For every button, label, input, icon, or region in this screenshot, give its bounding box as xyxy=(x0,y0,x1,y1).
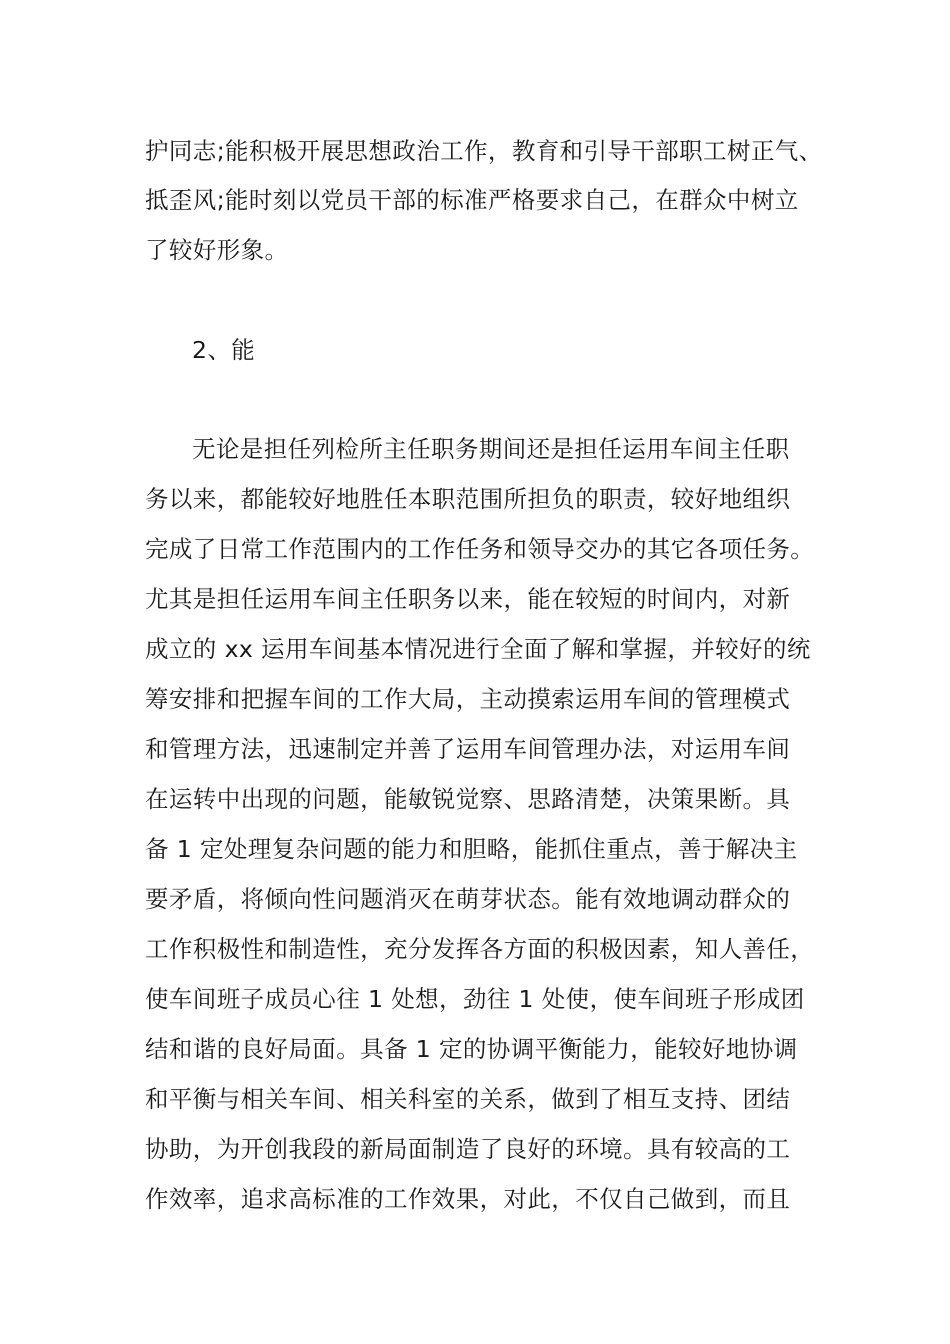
text-line: 结和谐的良好局面。具备 1 定的协调平衡能力，能较好地协调 xyxy=(145,1035,798,1063)
text-line: 了较好形象。 xyxy=(145,236,289,264)
section-heading: 2、能 xyxy=(192,336,256,364)
text-line: 工作积极性和制造性，充分发挥各方面的积极因素，知人善任， xyxy=(145,935,815,963)
text-line: 和平衡与相关车间、相关科室的关系，做到了相互支持、团结 xyxy=(145,1085,791,1113)
text-line: 完成了日常工作范围内的工作任务和领导交办的其它各项任务。 xyxy=(145,535,815,563)
text-line: 尤其是担任运用车间主任职务以来，能在较短的时间内，对新 xyxy=(145,585,791,613)
text-line: 务以来，都能较好地胜任本职范围所担负的职责，较好地组织 xyxy=(145,485,791,513)
text-line: 备 1 定处理复杂问题的能力和胆略，能抓住重点，善于解决主 xyxy=(145,835,798,863)
text-line: 无论是担任列检所主任职务期间还是担任运用车间主任职 xyxy=(192,435,790,463)
text-line: 协助，为开创我段的新局面制造了良好的环境。具有较高的工 xyxy=(145,1135,791,1163)
text-line: 抵歪风;能时刻以党员干部的标准严格要求自己，在群众中树立 xyxy=(145,186,799,214)
text-line: 护同志;能积极开展思想政治工作，教育和引导干部职工树正气、 xyxy=(145,137,823,165)
text-line: 要矛盾，将倾向性问题消灭在萌芽状态。能有效地调动群众的 xyxy=(145,885,791,913)
text-line: 和管理方法，迅速制定并善了运用车间管理办法，对运用车间 xyxy=(145,735,791,763)
text-line: 使车间班子成员心往 1 处想，劲往 1 处使，使车间班子形成团 xyxy=(145,985,805,1013)
text-line: 成立的 xx 运用车间基本情况进行全面了解和掌握，并较好的统 xyxy=(145,635,811,663)
text-line: 筹安排和把握车间的工作大局，主动摸索运用车间的管理模式 xyxy=(145,685,791,713)
text-line: 作效率，追求高标准的工作效果，对此，不仅自己做到，而且 xyxy=(145,1185,791,1213)
text-line: 在运转中出现的问题，能敏锐觉察、思路清楚，决策果断。具 xyxy=(145,785,791,813)
